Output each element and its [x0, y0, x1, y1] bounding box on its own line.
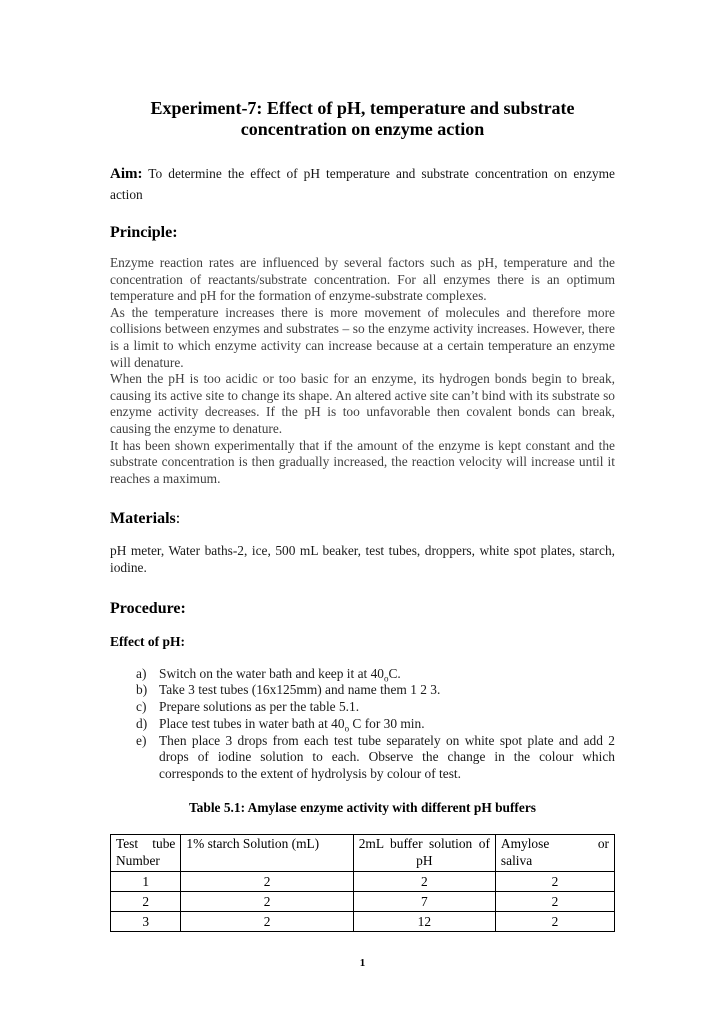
step-label: e) [136, 732, 147, 748]
table-header-row [111, 835, 615, 872]
table-header [111, 835, 615, 872]
cell: 2 [181, 912, 353, 932]
step-text [159, 716, 615, 733]
step-label: b) [136, 682, 148, 698]
principle-paragraph: When the pH is too acidic or too basic for an enzyme, its hydrogen bonds begin to break, causing its active site to change its shape. An altered active site can’t bind with its substrate so enzyme activity decreases. If the pH is too unfavorable then covalent bonds can break, causing the enzyme to denature. [110, 371, 615, 436]
procedure-step-e [136, 733, 615, 783]
step-text [159, 682, 615, 699]
procedure-step-a [136, 666, 615, 683]
cell: 3 [111, 912, 181, 932]
cell: 2 [353, 872, 495, 892]
cell: 12 [353, 912, 495, 932]
procedure-steps-list [136, 666, 615, 784]
materials-heading [110, 509, 615, 529]
header-line: Amylose or [500, 836, 609, 852]
step-text [159, 699, 615, 716]
materials-heading-word: Materials [110, 510, 176, 528]
step-text-segment: C for 30 min. [349, 715, 425, 731]
aim-text: To determine the effect of pH temperature and substrate concentration on enzyme action [110, 166, 615, 202]
principle-body [110, 255, 615, 487]
step-label: a) [136, 665, 147, 681]
procedure-step-b [136, 682, 615, 699]
principle-paragraph: It has been shown experimentally that if the amount of the enzyme is kept constant and the substrate concentration is then gradually increased, the reaction velocity will increase until it reaches a maximum. [110, 437, 615, 486]
principle-paragraph: As the temperature increases there is more movement of molecules and therefore more collisions between enzymes and substrates – so the enzyme activity increases. However, there is a limit to which enzyme activity can increase because at a certain temperature an enzyme will denature. [110, 304, 615, 370]
header-cell-starch-solution [181, 835, 353, 872]
cell: 2 [495, 912, 614, 932]
step-text-segment: Place test tubes in water bath at 40 [159, 715, 345, 731]
table-row [111, 892, 615, 912]
aim-paragraph [110, 164, 615, 205]
step-label: c) [136, 699, 147, 715]
step-text [159, 666, 615, 683]
header-cell-amylose-saliva [495, 835, 614, 872]
step-subscript: o [344, 723, 350, 734]
procedure-step-d [136, 716, 615, 733]
header-line: pH [416, 852, 433, 868]
step-subscript: o [383, 673, 389, 684]
table-row [111, 912, 615, 932]
cell: 2 [495, 872, 614, 892]
cell: 1 [111, 872, 181, 892]
step-label: d) [136, 715, 148, 731]
header-cell-test-tube-number [111, 835, 181, 872]
header-line: saliva [500, 852, 533, 868]
principle-paragraph: Enzyme reaction rates are influenced by several factors such as pH, temperature and the concentration of reactants/substrate concentration. For all enzymes there is an optimum temperature and pH for the formation of enzyme-substrate complexes. [110, 255, 615, 304]
principle-heading: Principle: [110, 224, 178, 241]
header-line: 1% starch Solution (mL) [186, 836, 320, 852]
step-text-segment: Then place 3 drops from each test tube separately on white spot plate and add 2 drops of iodine solution to each. Observe the change in the colour which corresponds to the extent of hydrolysis by colour of test. [159, 732, 615, 782]
cell: 2 [111, 892, 181, 912]
cell: 2 [181, 892, 353, 912]
document-title: Experiment-7: Effect of pH, temperature and substrate concentration on enzyme action [150, 98, 575, 139]
step-text-segment: Prepare solutions as per the table 5.1. [159, 699, 360, 715]
table-row [111, 872, 615, 892]
procedure-heading: Procedure: [110, 599, 186, 617]
header-cell-buffer-solution [353, 835, 495, 872]
cell: 7 [353, 892, 495, 912]
header-line: 2mL buffer solution of [358, 836, 490, 852]
materials-text: pH meter, Water baths-2, ice, 500 mL beaker, test tubes, droppers, white spot plates, starch, iodine. [110, 543, 615, 575]
cell: 2 [495, 892, 614, 912]
materials-heading-colon: : [175, 510, 181, 528]
procedure-step-c [136, 699, 615, 716]
header-line: Test tube [116, 836, 176, 852]
table-body [111, 872, 615, 932]
step-text-segment: Switch on the water bath and keep it at 40 [159, 665, 384, 681]
amylase-activity-table [110, 834, 615, 932]
table-caption: Table 5.1: Amylase enzyme activity with different pH buffers [188, 800, 536, 816]
page-number: 1 [359, 957, 366, 970]
step-text-segment: Take 3 test tubes (16x125mm) and name them 1 2 3. [159, 682, 441, 698]
aim-label: Aim: [110, 166, 143, 182]
step-text-segment: C. [388, 665, 401, 681]
effect-of-ph-subheading: Effect of pH: [110, 633, 185, 649]
cell: 2 [181, 872, 353, 892]
header-line: Number [116, 852, 160, 868]
step-text [159, 733, 615, 783]
